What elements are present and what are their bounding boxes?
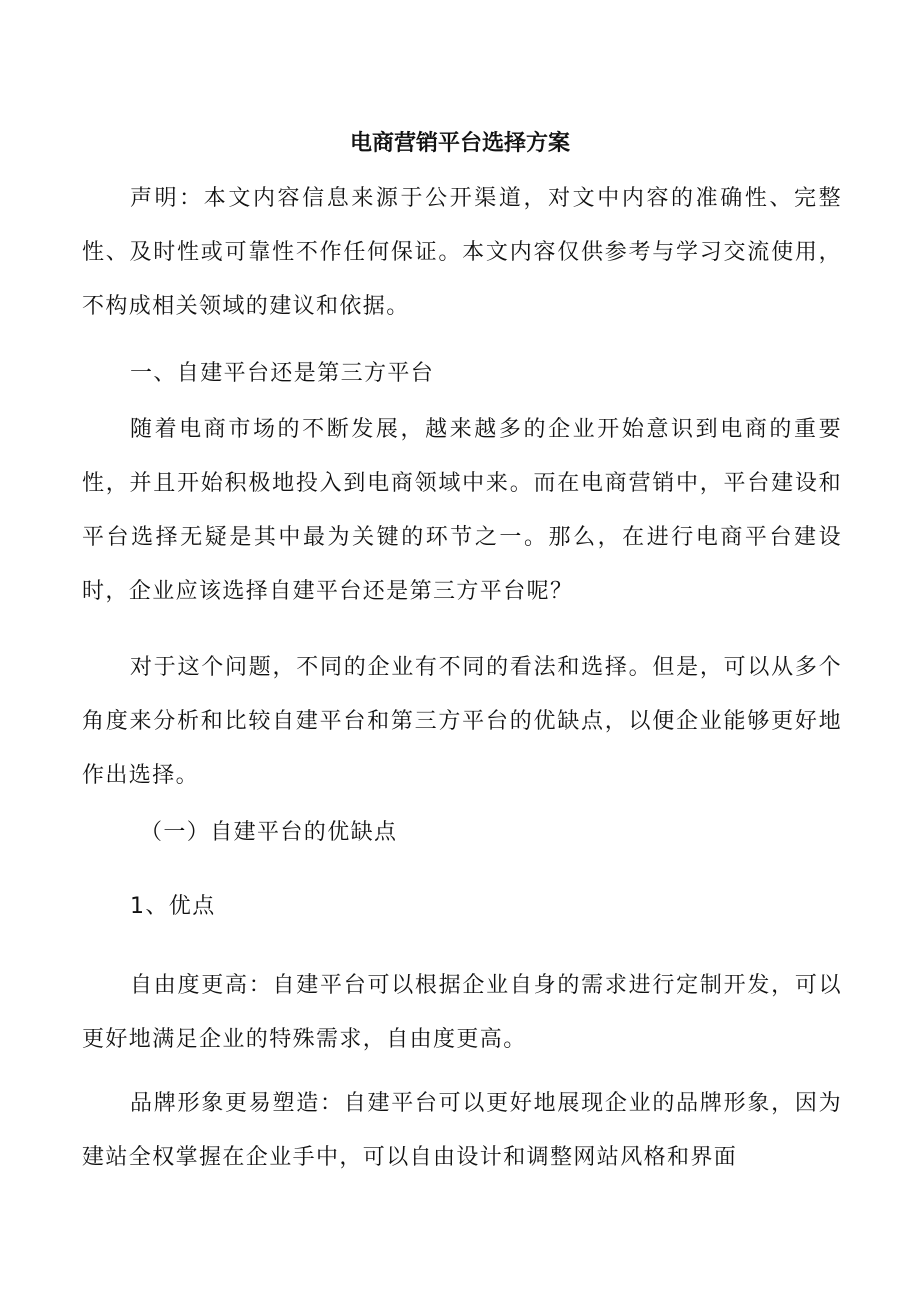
advantage-paragraph: 自由度更高：自建平台可以根据企业自身的需求进行定制开发，可以更好地满足企业的特殊需求，自由度更高。	[82, 973, 842, 1052]
disclaimer-paragraph: 声明：本文内容信息来源于公开渠道，对文中内容的准确性、完整性、及时性或可靠性不作任何保证。本文内容仅供参考与学习交流使用，不构成相关领域的建议和依据。	[82, 186, 842, 319]
analysis-paragraph: 对于这个问题，不同的企业有不同的看法和选择。但是，可以从多个角度来分析和比较自建平台和第三方平台的优缺点，以便企业能够更好地作出选择。	[82, 655, 842, 788]
intro-paragraph: 随着电商市场的不断发展，越来越多的企业开始意识到电商的重要性，并且开始积极地投入到电商领域中来。而在电商营销中，平台建设和平台选择无疑是其中最为关键的环节之一。那么，在进行电商平台建设时，企业应该选择自建平台还是第三方平台呢？	[82, 417, 842, 604]
document-title: 电商营销平台选择方案	[349, 131, 570, 156]
item-heading: 1、优点	[130, 894, 216, 919]
section-heading: 一、自建平台还是第三方平台	[130, 361, 435, 386]
subsection-heading: （一）自建平台的优缺点	[140, 820, 398, 845]
advantage-paragraph: 品牌形象更易塑造：自建平台可以更好地展现企业的品牌形象，因为建站全权掌握在企业手中，可以自由设计和调整网站风格和界面	[82, 1091, 842, 1170]
